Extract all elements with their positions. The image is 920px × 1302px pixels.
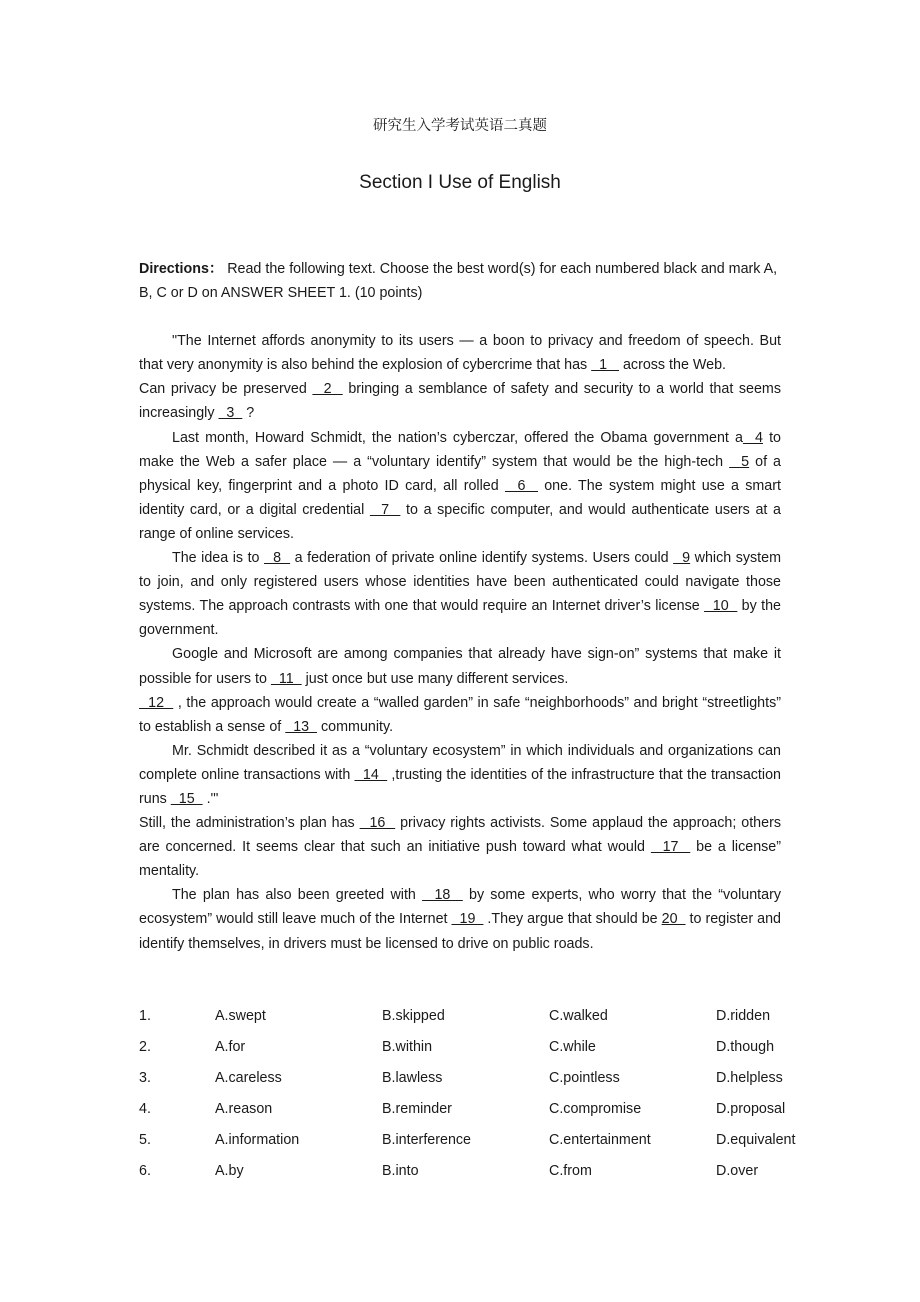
passage-paragraph: [139, 691, 781, 739]
question-number: 3.: [139, 1070, 151, 1086]
passage-paragraph: [139, 739, 781, 811]
passage-text: The idea is to: [172, 550, 265, 567]
passage-text: be a license” mentality.: [139, 839, 782, 880]
option-c: C.walked: [549, 1008, 608, 1024]
passage-text: ,trusting the identities of the infrastructure that the transaction runs: [139, 766, 781, 807]
option-d: D.helpless: [716, 1070, 783, 1086]
passage-text: to a specific computer, and would authenticate users at a range of online services.: [139, 501, 781, 542]
option-a: A.careless: [215, 1070, 282, 1086]
passage-paragraph: [139, 811, 781, 883]
answer-blank: 3: [218, 405, 243, 422]
passage-text: Mr. Schmidt described it as a “voluntary ecosystem” in which individuals and organizations can complete online transactions with: [139, 742, 781, 783]
answer-blank: 6: [504, 477, 538, 494]
passage-text: Last month, Howard Schmidt, the nation’s cyberczar, offered the Obama government a: [172, 429, 743, 446]
passage-text: which system to join, and only registered users whose identities have been authenticated could navigate those systems. The approach contrasts with one that would require an Internet driver’s license: [139, 550, 782, 615]
passage-text: of a physical key, fingerprint and a photo ID card, all rolled: [139, 453, 781, 494]
passage-text: .They argue that should be: [483, 911, 662, 928]
option-d: D.proposal: [716, 1101, 786, 1117]
directions: [139, 257, 781, 305]
option-a: A.by: [215, 1163, 244, 1179]
document-body: [139, 257, 781, 956]
question-number: 4.: [139, 1101, 151, 1117]
answer-blank: 5: [729, 453, 750, 470]
question-number: 1.: [139, 1008, 151, 1024]
option-row: [139, 1070, 859, 1101]
option-c: C.while: [549, 1039, 596, 1055]
answer-blank: 12: [139, 694, 174, 711]
option-a: A.swept: [215, 1008, 266, 1024]
answer-blank: 2: [312, 381, 343, 398]
passage-paragraph: [139, 377, 781, 425]
option-b: B.skipped: [382, 1008, 445, 1024]
option-row: [139, 1008, 859, 1039]
passage: [139, 329, 781, 955]
passage-text: "The Internet affords anonymity to its users — a boon to privacy and freedom of speech. But that very anonymity is also behind the explosion of cybercrime that has: [139, 333, 781, 374]
passage-text: one. The system might use a smart identity card, or a digital credential: [139, 477, 781, 518]
option-c: C.pointless: [549, 1070, 620, 1086]
answer-blank: 20: [661, 911, 686, 928]
option-b: B.lawless: [382, 1070, 443, 1086]
question-number: 2.: [139, 1039, 151, 1055]
passage-paragraph: [139, 883, 781, 955]
answer-blank: 4: [742, 429, 763, 446]
passage-text: privacy rights activists. Some applaud the approach; others are concerned. It seems clear that such an initiative push toward what would: [139, 815, 781, 856]
answer-blank: 17: [650, 839, 691, 856]
answer-blank: 16: [359, 815, 396, 832]
option-a: A.reason: [215, 1101, 273, 1117]
passage-text: ?: [242, 405, 255, 422]
option-a: A.information: [215, 1132, 300, 1148]
answer-blank: 8: [264, 550, 291, 567]
section-title: Section I Use of English: [359, 172, 561, 193]
option-d: D.equivalent: [716, 1132, 796, 1148]
directions-text: Read the following text. Choose the best word(s) for each numbered black and mark A, B, C or D on ANSWER SHEET 1. (10 points): [139, 261, 778, 302]
passage-text: community.: [317, 718, 394, 735]
option-b: B.interference: [382, 1132, 472, 1148]
option-b: B.within: [382, 1039, 433, 1055]
answer-blank: 18: [422, 887, 463, 904]
option-row: [139, 1163, 859, 1194]
directions-label: Directions：: [139, 261, 224, 277]
passage-text: , the approach would create a “walled garden” in safe “neighborhoods” and bright “streetlights” to establish a sense of: [139, 694, 781, 735]
question-number: 5.: [139, 1132, 151, 1148]
answer-blank: 10: [704, 598, 738, 615]
answer-blank: 1: [591, 357, 619, 374]
option-row: [139, 1101, 859, 1132]
option-c: C.from: [549, 1163, 592, 1179]
answer-blank: 13: [285, 718, 318, 735]
option-row: [139, 1132, 859, 1163]
passage-text: across the Web.: [619, 357, 727, 374]
passage-text: The plan has also been greeted with: [172, 887, 423, 904]
answer-blank: 11: [270, 670, 302, 687]
passage-text: to make the Web a safer place — a “voluntary identify” system that would be the high-tech: [139, 429, 781, 470]
answer-blank: 15: [170, 790, 203, 807]
passage-text: by some experts, who worry that the “voluntary ecosystem” would still leave much of the Internet: [139, 887, 781, 928]
option-b: B.reminder: [382, 1101, 452, 1117]
answer-blank: 19: [451, 911, 484, 928]
option-d: D.over: [716, 1163, 759, 1179]
passage-text: Still, the administration’s plan has: [139, 815, 360, 832]
option-c: C.entertainment: [549, 1132, 651, 1148]
option-d: D.though: [716, 1039, 775, 1055]
exam-title: 研究生入学考试英语二真题: [373, 118, 547, 134]
answer-blank: 14: [354, 766, 388, 783]
passage-text: bringing a semblance of safety and security to a world that seems increasingly: [139, 381, 781, 422]
passage-paragraph: [139, 426, 781, 546]
option-d: D.ridden: [716, 1008, 771, 1024]
option-a: A.for: [215, 1039, 246, 1055]
question-number: 6.: [139, 1163, 151, 1179]
answer-blank: 9: [673, 550, 691, 567]
option-row: [139, 1039, 859, 1070]
passage-text: Can privacy be preserved: [139, 381, 313, 398]
passage-text: a federation of private online identify systems. Users could: [290, 550, 674, 567]
options-table: [139, 1008, 859, 1194]
passage-text: Google and Microsoft are among companies that already have sign-on” systems that make it possible for users to: [139, 646, 781, 687]
answer-blank: 7: [369, 501, 401, 518]
passage-paragraph: [139, 329, 781, 377]
option-c: C.compromise: [549, 1101, 642, 1117]
passage-paragraph: [139, 642, 781, 690]
option-b: B.into: [382, 1163, 419, 1179]
passage-paragraph: [139, 546, 781, 642]
passage-text: by the government.: [139, 598, 782, 639]
passage-text: just once but use many different services.: [301, 670, 569, 687]
passage-text: to register and identify themselves, in drivers must be licensed to drive on public roads.: [139, 911, 781, 952]
passage-text: .'": [202, 790, 219, 807]
